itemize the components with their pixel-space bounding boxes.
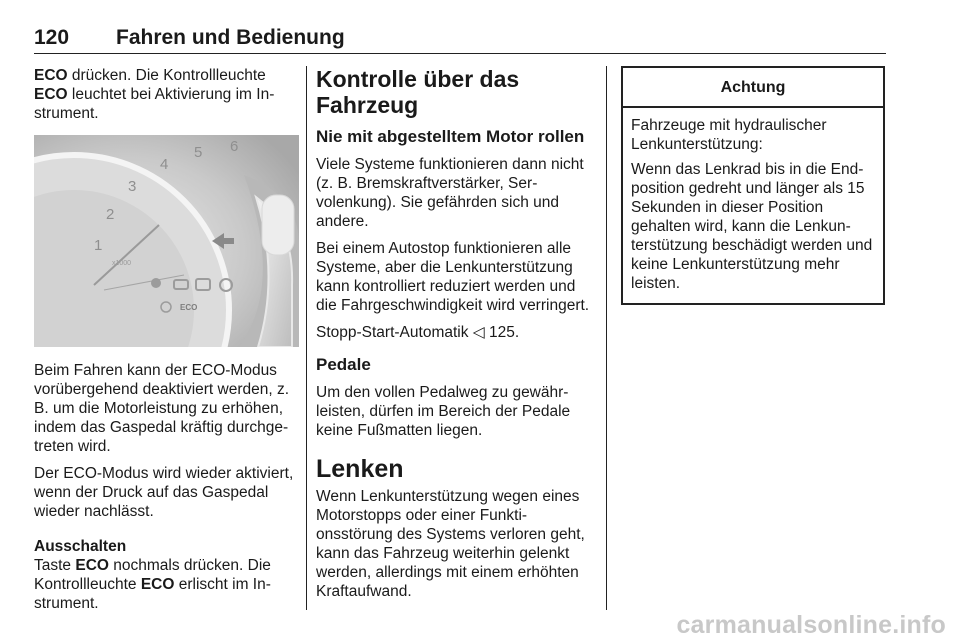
gauge-number-5: 5 [194, 144, 203, 161]
watermark: carmanualsonline.info [676, 611, 946, 639]
paragraph-eco-press: ECO drücken. Die Kontrollleuchte ECO leuchtet bei Aktivierung im Instrument. [34, 67, 275, 122]
reference-arrow-icon: ◁ [472, 324, 485, 341]
warning-body [623, 108, 883, 303]
heading-lenken: Lenken [316, 455, 404, 483]
column-divider-2 [606, 66, 607, 610]
column-middle [316, 66, 591, 609]
paragraph-lenken: Wenn Lenkunterstützung wegen eines Motorstopps oder einer Funktionsstörung des Systems verloren geht, kann das Fahrzeug weiterhin gelenkt werden, allerdings mit einem erhöhten Kraftaufwand. [316, 488, 585, 600]
page-header [34, 26, 886, 52]
column-left [34, 66, 299, 621]
chapter-title: Fahren und Bedienung [116, 26, 345, 49]
warning-box [621, 66, 885, 305]
warning-title: Achtung [623, 68, 883, 108]
paragraph-eco-reactivate: Der ECO-Modus wird wieder aktiviert, wenn der Druck auf das Gaspedal wieder nachlässt. [34, 465, 294, 520]
paragraph-eco-off: Taste ECO nochmals drücken. Die Kontrollleuchte ECO erlischt im Instrument. [34, 557, 271, 612]
paragraph-systeme: Viele Systeme funktionieren dann nicht (z. B. Bremskraftverstärker, Servolenkung). Sie gefährden sich und andere. [316, 156, 584, 230]
gauge-number-6: 6 [230, 138, 239, 155]
cross-reference: Stopp-Start-Automatik ◁ 125. [316, 324, 520, 341]
column-right [621, 66, 885, 305]
warning-paragraph-2: Wenn das Lenkrad bis in die Endposition gedreht und länger als 15 Sekunden in dieser Position gehalten wird, kann die Lenkunterstützung beschädigt werden und keine Lenkunterstützung mehr leisten. [631, 161, 873, 292]
heading-pedale: Pedale [316, 355, 371, 374]
paragraph-eco-deactivate: Beim Fahren kann der ECO-Modus vorübergehend deaktiviert werden, z. B. um die Motorleistung zu erhöhen, indem das Gaspedal kräftig durchgetreten wird. [34, 362, 290, 455]
paragraph-autostop: Bei einem Autostop funktionieren alle Systeme, aber die Lenkunterstützung kann kontrolliert reduziert werden und die Fahrgeschwindigkeit wird verringert. [316, 240, 590, 314]
eco-term: ECO [34, 86, 68, 103]
gauge-number-1: 1 [94, 237, 103, 254]
eco-term: ECO [140, 576, 175, 593]
column-divider-1 [306, 66, 307, 610]
gauge-number-3: 3 [128, 178, 137, 195]
paragraph-pedale: Um den vollen Pedalweg zu gewährleisten, dürfen im Bereich der Pedale keine Fußmatten liegen. [316, 384, 571, 439]
gauge-number-4: 4 [160, 156, 169, 173]
subheading-motor-rollen: Nie mit abgestelltem Motor rollen [316, 127, 585, 146]
eco-term: ECO [75, 557, 109, 574]
heading-ausschalten: Ausschalten [34, 538, 127, 555]
eco-indicator: ECO [180, 303, 198, 312]
eco-term: ECO [34, 67, 68, 84]
page-number: 120 [34, 26, 70, 49]
instrument-cluster-photo [34, 135, 299, 347]
header-rule [34, 53, 886, 54]
gauge-small-label: x1000 [112, 260, 132, 267]
heading-kontrolle: Kontrolle über das Fahrzeug [316, 66, 520, 118]
gauge-number-2: 2 [106, 206, 115, 223]
warning-paragraph-1: Fahrzeuge mit hydraulischer Lenkunterstützung: [631, 117, 827, 153]
